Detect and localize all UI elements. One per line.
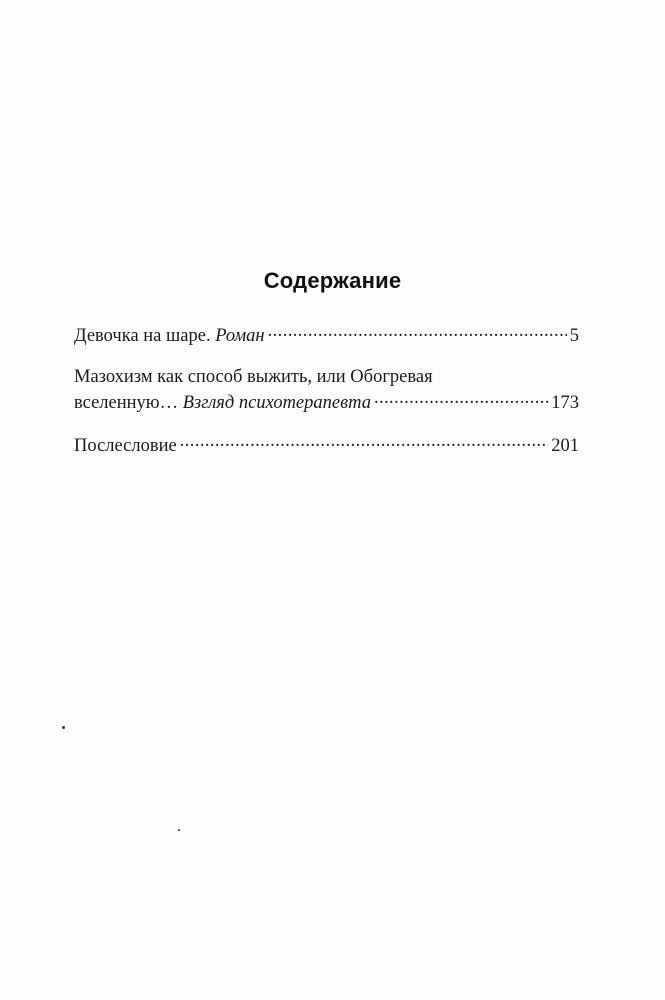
toc-page-number: 5 <box>569 325 579 346</box>
print-speck <box>62 726 65 729</box>
toc-entry <box>74 322 579 349</box>
toc-entry-title: Послесловие <box>74 435 177 456</box>
contents-heading: Содержание <box>263 268 402 293</box>
toc-entry-line <box>74 390 579 417</box>
toc-entry-title <box>74 391 371 416</box>
toc-entry <box>74 365 579 417</box>
toc-entry-subtitle: Роман <box>215 325 265 346</box>
toc-page-number: 173 <box>551 393 579 413</box>
toc-entry-line <box>74 365 579 390</box>
toc-entry-title-line2: вселенную… <box>74 393 179 413</box>
table-of-contents <box>74 322 579 475</box>
print-speck <box>178 829 180 831</box>
toc-entry-line <box>74 322 579 349</box>
toc-entry-line <box>74 432 579 459</box>
dot-leader <box>268 322 567 341</box>
toc-entry-title <box>74 324 265 349</box>
toc-entry-title-text: Девочка на шаре. <box>74 325 211 346</box>
toc-page-number: 201 <box>551 435 579 456</box>
toc-entry-subtitle: Взгляд психотерапевта <box>182 393 371 413</box>
dot-leader <box>374 390 548 409</box>
toc-entry-title-line1: Мазохизм как способ выжить, или Обогревая <box>74 366 433 387</box>
dot-leader <box>180 432 549 451</box>
toc-entry <box>74 432 579 459</box>
